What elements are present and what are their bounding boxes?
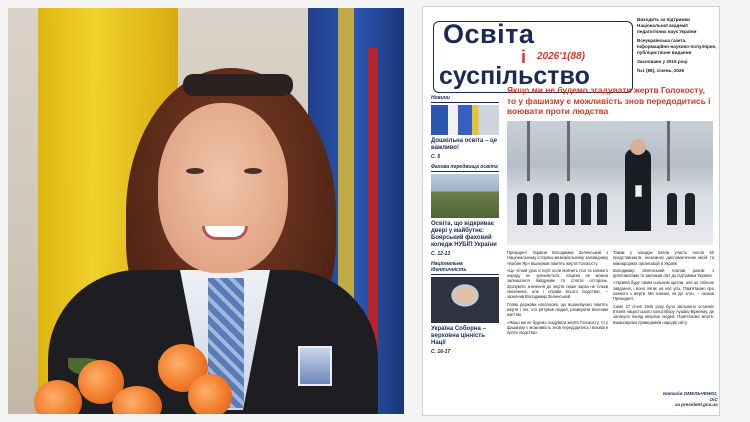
sidebar-section-label: Національна ідентичність	[431, 261, 499, 275]
lead-headline[interactable]: Якщо ми не будемо згадувати жертв Голокосту, то у фашизму є можливість знов передодитись і воювати проти людства	[507, 85, 711, 116]
photo-person	[685, 193, 695, 225]
sidebar-section-label: Новини	[431, 95, 499, 103]
lapel-badge	[298, 346, 332, 386]
article-column-2	[613, 250, 714, 400]
portrait-photo	[8, 8, 404, 414]
photo-person	[565, 193, 575, 225]
masthead-info	[637, 17, 717, 77]
article-paragraph: «Україна буде таким сильним щитом, але це спільне завдання, і воно лягає на нас усіх. Пам'ятаємо про кожного з жертв. Ми знаємо, як діє зло», – сказав Президент.	[613, 280, 714, 302]
portrait-eye-right	[244, 168, 262, 174]
issue-number: 2026'1(88)	[537, 51, 585, 62]
photo-tree	[667, 121, 670, 181]
photo-tree	[567, 121, 570, 181]
masthead-title-conjunction: і	[521, 47, 527, 67]
article-paragraph: Глава держави наголосив, що вшановуємо пам'ять жертв і тих, хто рятував людей, ризикуючи власним життям.	[507, 301, 608, 318]
masthead-title-line2: суспільство	[439, 62, 590, 90]
masthead	[433, 13, 633, 93]
signature-role: ОіС	[709, 396, 718, 402]
signature-source[interactable]: за president.gov.ua	[675, 402, 718, 408]
article-paragraph: Таким у заходах взяли участь посли 50 представництв, іноземних дипломатичних місій та міжнародних організацій в Україні.	[613, 250, 714, 266]
founded-note: Заснована у 2016 році	[637, 59, 688, 64]
photo-candle	[635, 185, 642, 197]
sidebar-story-title[interactable]: Освіта, що відкриває двері у майбутнє: Боярський фаховий коледж НУБІП України	[431, 221, 497, 248]
article-paragraph: Президент України Володимир Зеленський з Національному історико-меморіальному заповіднику «Бабин Яр» вшанував пам'ять жертв Голокосту.	[507, 250, 608, 266]
sidebar-news-image	[431, 105, 499, 135]
article-column-1	[507, 250, 608, 400]
photo-leader-head	[630, 139, 646, 155]
publication-type: Всеукраїнська газета. Інформаційно-науково-популярне, публіцистичне видання	[637, 38, 717, 55]
masthead-title-line1: Освіта	[443, 19, 535, 49]
publisher-note: Виходить за підтримки Національної академії педагогічних наук України	[637, 17, 697, 34]
issue-date: №1 (88), січень, 2026	[637, 68, 685, 73]
photo-person	[533, 193, 543, 225]
photo-person	[667, 193, 677, 225]
lead-photo	[507, 121, 713, 245]
sidebar-story-page: С. 5	[431, 154, 441, 160]
sidebar	[431, 95, 499, 409]
photo-person	[517, 193, 527, 225]
sidebar-portrait-image	[431, 277, 499, 323]
sidebar-college-image	[431, 174, 499, 218]
sidebar-story-page: С. 16-17	[431, 349, 451, 355]
sunglasses-on-head	[183, 74, 293, 96]
sidebar-story-title[interactable]: Дошкільна освіта – це важливо!	[431, 138, 498, 151]
article-signature	[663, 391, 718, 408]
photo-person	[581, 193, 591, 225]
portrait-eye-left	[186, 168, 204, 174]
bouquet-rose	[188, 374, 232, 414]
signature-name: Наталія ОМЕЛЬЧЕНКО,	[663, 391, 718, 396]
article-paragraph: Саме 27 січня 1945 року було звільнено останніх в'язнів нацистського концтабору Аушвіц-Біркенау, де загинуло понад мільйон людей. Пам'ятаємо жертв. Вшановуємо праведників народів світу.	[613, 303, 714, 325]
article-paragraph: Володимир Зеленський поклав разом з дипломатами та закликав свiт до підтримки України.	[613, 267, 714, 279]
portrait-smile	[202, 226, 248, 240]
article-paragraph: «Якщо ми не будемо згадувати жертв Голокосту, то у фашизму є можливість знов передодитись і воювати проти людства».	[507, 319, 608, 336]
article-body	[507, 250, 715, 400]
sidebar-story-title[interactable]: Україна Соборна – верховна цінність Нації	[431, 326, 486, 346]
photo-person	[597, 193, 607, 225]
sidebar-section-label: Фахова передвища освіта	[431, 164, 498, 170]
photo-tree	[527, 121, 530, 181]
article-paragraph: «Це чіткий урок історії: коли мовчить пол та кожного народу не зупиняється, нацизм не можна залишатися байдужим та стояти осторонь. Зрозуміти значення до жертв лише зараз не тільки смілежних, але і справи всього людства», – зазначив Володимир Зеленський.	[507, 267, 608, 300]
newspaper-page	[422, 6, 720, 416]
photo-person	[549, 193, 559, 225]
portrait-face	[158, 103, 288, 273]
sidebar-story-page: С. 12-13	[431, 251, 451, 257]
